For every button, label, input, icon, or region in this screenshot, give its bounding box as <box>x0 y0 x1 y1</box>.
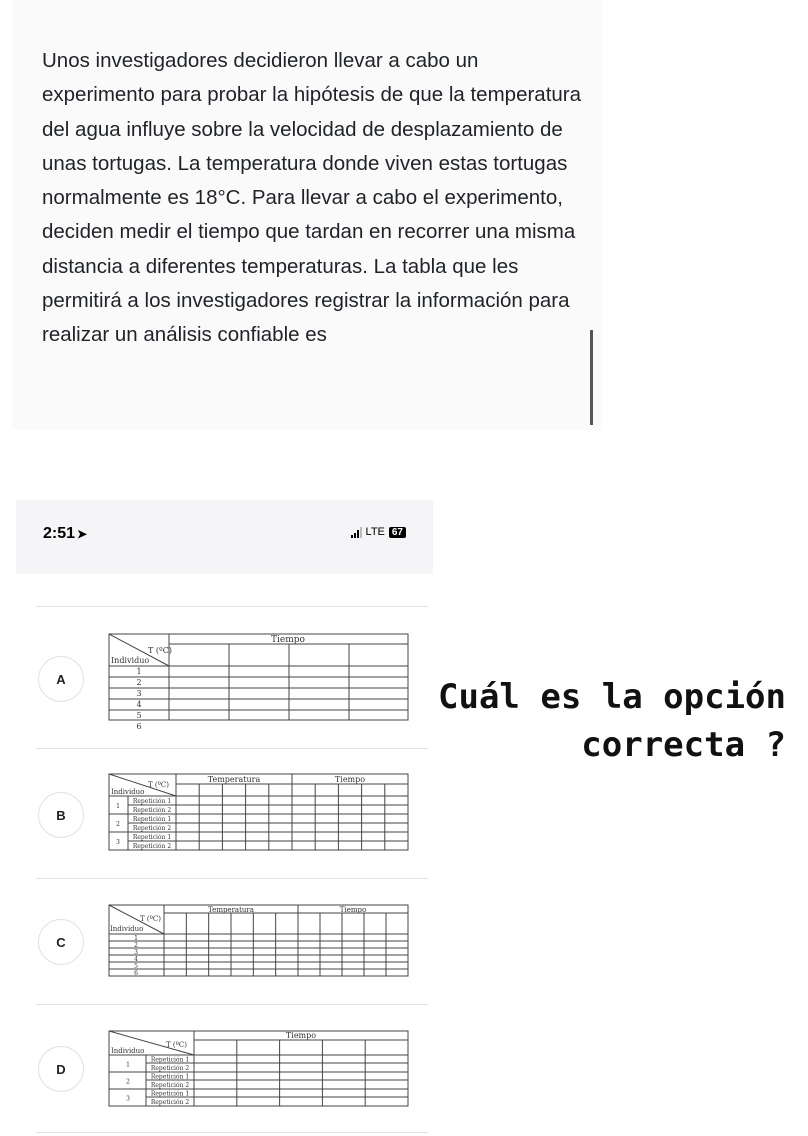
option-a-row-label: 5 <box>136 711 142 720</box>
option-a-row-label: 3 <box>136 689 142 698</box>
individual-label: 3 <box>126 1095 130 1103</box>
network-label: LTE <box>365 526 385 538</box>
option-c-header-time: Tiempo <box>339 906 367 914</box>
scroll-indicator[interactable] <box>590 330 593 425</box>
question-text: Unos investigadores decidieron llevar a cabo un experimento para probar la hipótesis de que la temperatura del agua influye sobre la velocidad de desplazamiento de unas tortugas. La temperatura donde viven estas tortugas normalmente es 18°C. Para llevar a cabo el experimento, deciden medir el tiempo que tardan en recorrer una misma distancia a diferentes temperaturas. La tabla que les permitirá a los investigadores registrar la información para realizar un análisis confiable es <box>42 49 582 347</box>
option-b-corner-ind: Individuo <box>111 788 145 796</box>
option-a-corner-ind: Individuo <box>111 656 150 665</box>
repetition-label: Repetición 2 <box>132 843 172 850</box>
option-d-header: Tiempo <box>285 1031 317 1040</box>
option-d-corner-ind: Individuo <box>111 1047 145 1055</box>
option-a-row-label: 1 <box>136 667 142 676</box>
option-a-row-label: 4 <box>136 700 142 709</box>
individual-label: 1 <box>116 803 120 810</box>
repetition-label: Repetición 2 <box>150 1065 190 1072</box>
option-b-letter: B <box>56 807 66 823</box>
option-a-header: Tiempo <box>271 635 305 645</box>
individual-label: 2 <box>116 821 120 828</box>
option-c-row-label: 2 <box>134 942 138 949</box>
option-c-row-label: 1 <box>134 935 138 942</box>
option-b-corner-temp: T (ºC) <box>148 781 170 789</box>
repetition-label: Repetición 2 <box>132 807 172 814</box>
repetition-label: Repetición 1 <box>132 798 172 805</box>
option-a-row-label: 2 <box>136 678 142 687</box>
repetition-label: Repetición 1 <box>150 1056 190 1064</box>
option-d-letter: D <box>56 1061 66 1077</box>
individual-label: 3 <box>116 839 120 846</box>
option-c-corner-ind: Individuo <box>110 925 144 933</box>
repetition-label: Repetición 1 <box>132 834 172 841</box>
repetition-label: Repetición 1 <box>150 1090 190 1098</box>
repetition-label: Repetición 2 <box>150 1099 190 1106</box>
repetition-label: Repetición 1 <box>132 816 172 823</box>
repetition-label: Repetición 2 <box>150 1082 190 1089</box>
option-a-row-label: 6 <box>136 722 142 731</box>
option-a-corner-temp: T (ºC) <box>148 646 173 655</box>
option-c-header-temp: Temperatura <box>208 906 254 914</box>
location-arrow-icon: ➤ <box>77 527 88 541</box>
time-text: 2:51 <box>43 525 76 542</box>
option-c-row-label: 5 <box>134 963 138 970</box>
overlay-line-2: correcta ? <box>581 725 786 765</box>
battery-icon: 67 <box>389 527 406 538</box>
option-d-corner-temp: T (ºC) <box>166 1041 188 1049</box>
option-c-letter: C <box>56 934 66 950</box>
repetition-label: Repetición 1 <box>150 1073 190 1081</box>
option-c-corner-temp: T (ºC) <box>140 915 162 923</box>
option-c-row-label: 6 <box>134 970 138 977</box>
option-b-header-temp: Temperatura <box>207 775 261 784</box>
option-b-header-time: Tiempo <box>334 775 366 784</box>
repetition-label: Repetición 2 <box>132 825 172 832</box>
individual-label: 1 <box>126 1061 130 1069</box>
option-a-letter: A <box>56 671 66 687</box>
individual-label: 2 <box>126 1078 130 1086</box>
overlay-line-1: Cuál es la opción <box>438 677 786 717</box>
option-c-row-label: 3 <box>134 949 138 956</box>
option-c-row-label: 4 <box>134 956 138 963</box>
